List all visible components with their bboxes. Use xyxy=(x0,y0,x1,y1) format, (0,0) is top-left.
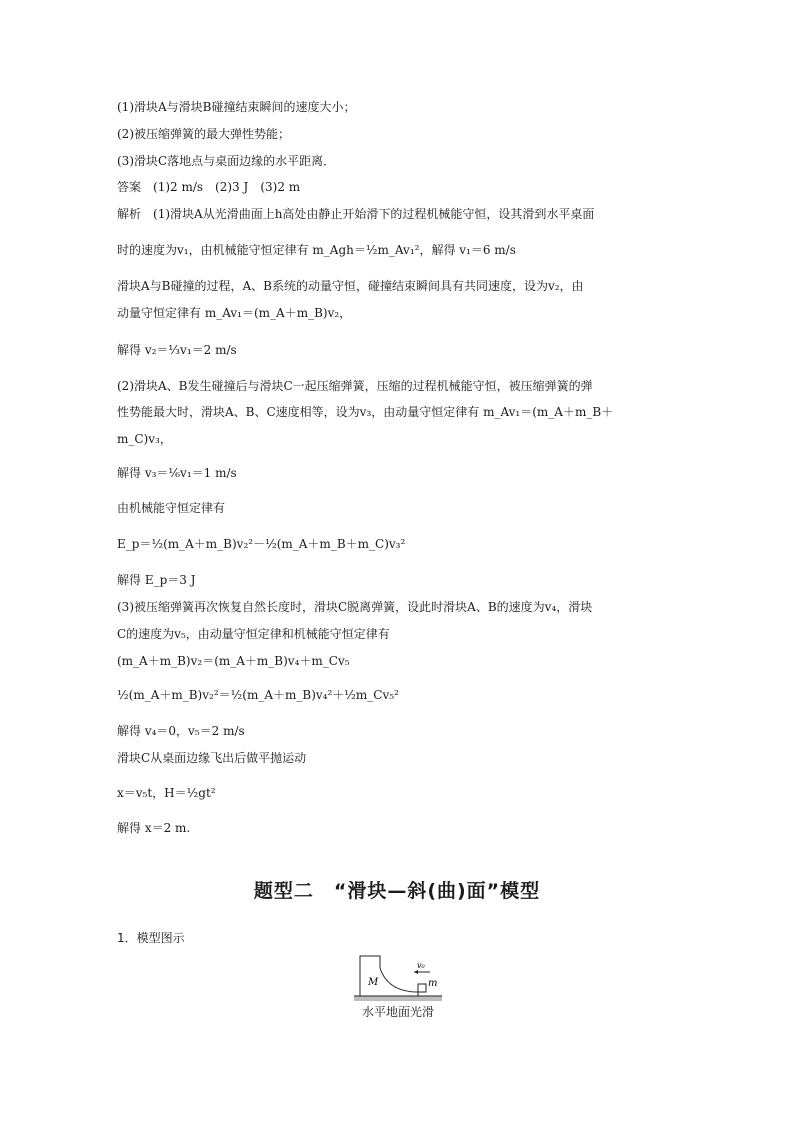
solution-line-14: C的速度为v₅，由动量守恒定律和机械能守恒定律有 xyxy=(117,627,390,641)
velocity-label: v₀ xyxy=(417,961,425,970)
subsection-title: 1．模型图示 xyxy=(117,931,185,945)
arrowhead-icon xyxy=(414,970,418,974)
solution-line-2: 时的速度为v₁，由机械能守恒定律有 m_Agh＝½m_Av₁²，解得 v₁＝6 m/s xyxy=(117,243,516,257)
solution-line-13: (3)被压缩弹簧再次恢复自然长度时，滑块C脱离弹簧，设此时滑块A、B的速度为v₄，滑块 xyxy=(117,600,593,614)
solution-line-5: 解得 v₂＝⅓v₁＝2 m/s xyxy=(117,343,237,357)
solution-line-15: (m_A＋m_B)v₂＝(m_A＋m_B)v₄＋m_Cv₅ xyxy=(117,654,350,668)
answer-line xyxy=(117,181,300,193)
ground xyxy=(354,996,442,1001)
solution-label: 解析 xyxy=(117,207,142,221)
solution-line-20: 解得 x＝2 m. xyxy=(117,821,191,835)
answer-label: 答案 xyxy=(117,180,142,194)
solution-line-6: (2)滑块A、B发生碰撞后与滑块C一起压缩弹簧，压缩的过程机械能守恒，被压缩弹簧的弹 xyxy=(117,379,593,393)
solution-line-1 xyxy=(117,208,594,220)
solution-line-10: 由机械能守恒定律有 xyxy=(117,501,226,515)
solution-line-8: m_C)v₃， xyxy=(117,432,172,446)
block-M-label: M xyxy=(368,977,379,988)
solution-line-9: 解得 v₃＝⅙v₁＝1 m/s xyxy=(117,466,237,480)
solution-line-3: 滑块A与B碰撞的过程，A、B系统的动量守恒，碰撞结束瞬间具有共同速度，设为v₂，由 xyxy=(117,279,584,293)
solution-line-4: 动量守恒定律有 m_Av₁＝(m_A＋m_B)v₂， xyxy=(117,306,352,320)
solution-line-12: 解得 E_p＝3 J xyxy=(117,573,196,587)
solution-line-11: E_p＝½(m_A＋m_B)v₂²－½(m_A＋m_B＋m_C)v₃² xyxy=(117,537,406,551)
solution-line-18: 滑块C从桌面边缘飞出后做平抛运动 xyxy=(117,751,307,765)
solution-line-7: 性势能最大时，滑块A、B、C速度相等，设为v₃，由动量守恒定律有 m_Av₁＝(m_A＋m_B＋ xyxy=(117,405,614,419)
question-1: (1)滑块A与滑块B碰撞结束瞬间的速度大小； xyxy=(117,100,356,114)
question-2: (2)被压缩弹簧的最大弹性势能； xyxy=(117,127,290,141)
block-m-label: m xyxy=(428,978,438,989)
small-block-m xyxy=(418,984,426,992)
section-heading: 题型二 “滑块—斜(曲)面”模型 xyxy=(253,880,541,902)
curved-block-M xyxy=(360,956,418,996)
solution-line-17: 解得 v₄＝0，v₅＝2 m/s xyxy=(117,724,245,738)
solution-line-19: x＝v₅t，H＝½gt² xyxy=(117,786,216,800)
figure-caption: 水平地面光滑 xyxy=(361,1005,434,1019)
solution-text: (1)滑块A从光滑曲面上h高处由静止开始滑下的过程机械能守恒，设其滑到水平桌面 xyxy=(153,207,595,221)
solution-line-16: ½(m_A＋m_B)v₂²＝½(m_A＋m_B)v₄²＋½m_Cv₅² xyxy=(117,688,399,702)
answer-text: (1)2 m/s (2)3 J (3)2 m xyxy=(153,180,301,194)
question-3: (3)滑块C落地点与桌面边缘的水平距离． xyxy=(117,154,336,168)
